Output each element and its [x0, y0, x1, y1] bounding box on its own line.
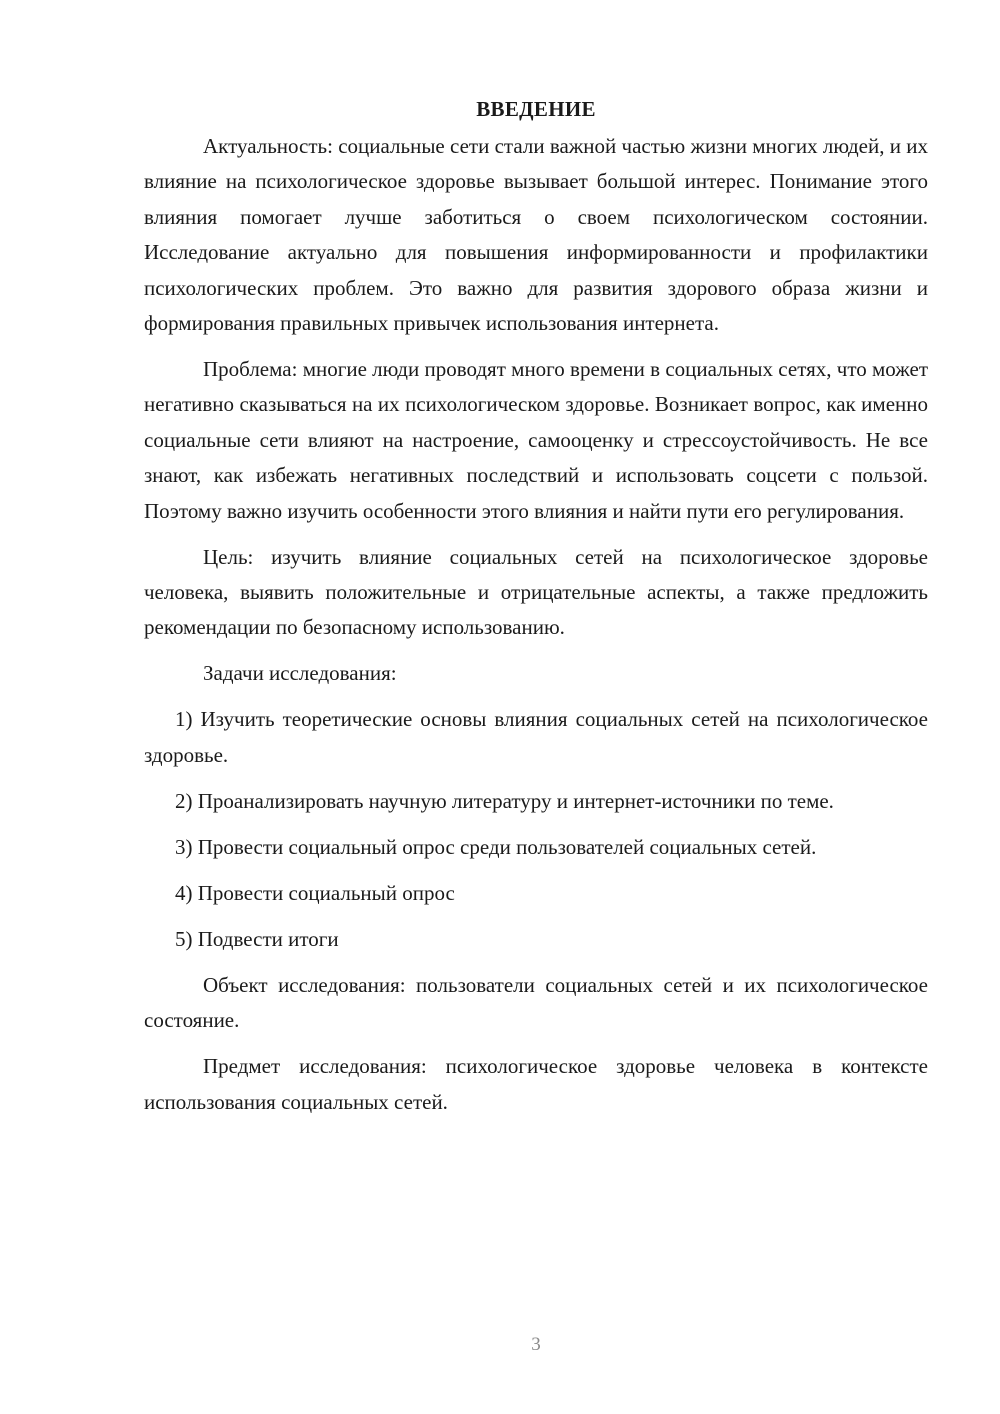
subject-paragraph: Предмет исследования: психологическое здоровье человека в контексте использования социальных сетей.	[144, 1054, 928, 1114]
task-item-5: 5) Подвести итоги	[175, 926, 339, 951]
section-title: ВВЕДЕНИЕ	[476, 97, 596, 121]
relevance-paragraph: Актуальность: социальные сети стали важной частью жизни многих людей, и их влияние на психологическое здоровье вызывает большой интерес. Понимание этого влияния помогает лучше заботиться о своем психологическом состоянии. Исследование актуально для повышения информированности и профилактики психологических проблем. Это важно для развития здорового образа жизни и формирования правильных привычек использования интернета.	[144, 134, 928, 336]
problem-paragraph: Проблема: многие люди проводят много времени в социальных сетях, что может негативно сказываться на их психологическом здоровье. Возникает вопрос, как именно социальные сети влияют на настроение, самооценку и стрессоустойчивость. Не все знают, как избежать негативных последствий и использовать соцсети с пользой. Поэтому важно изучить особенности этого влияния и найти пути его регулирования.	[144, 357, 928, 523]
object-paragraph: Объект исследования: пользователи социальных сетей и их психологическое состояние.	[144, 972, 928, 1033]
tasks-heading: Задачи исследования:	[203, 661, 397, 686]
task-item-3: 3) Провести социальный опрос среди пользователей социальных сетей.	[175, 834, 817, 859]
task-item-4: 4) Провести социальный опрос	[175, 880, 455, 905]
task-item-1: 1) Изучить теоретические основы влияния социальных сетей на психологическое здоровье.	[144, 707, 928, 767]
task-item-2: 2) Проанализировать научную литературу и интернет-источники по теме.	[175, 788, 834, 813]
goal-paragraph: Цель: изучить влияние социальных сетей на психологическое здоровье человека, выявить положительные и отрицательные аспекты, а также предложить рекомендации по безопасному использованию.	[144, 544, 928, 640]
page-number: 3	[531, 1334, 541, 1355]
document-body	[144, 92, 928, 1131]
